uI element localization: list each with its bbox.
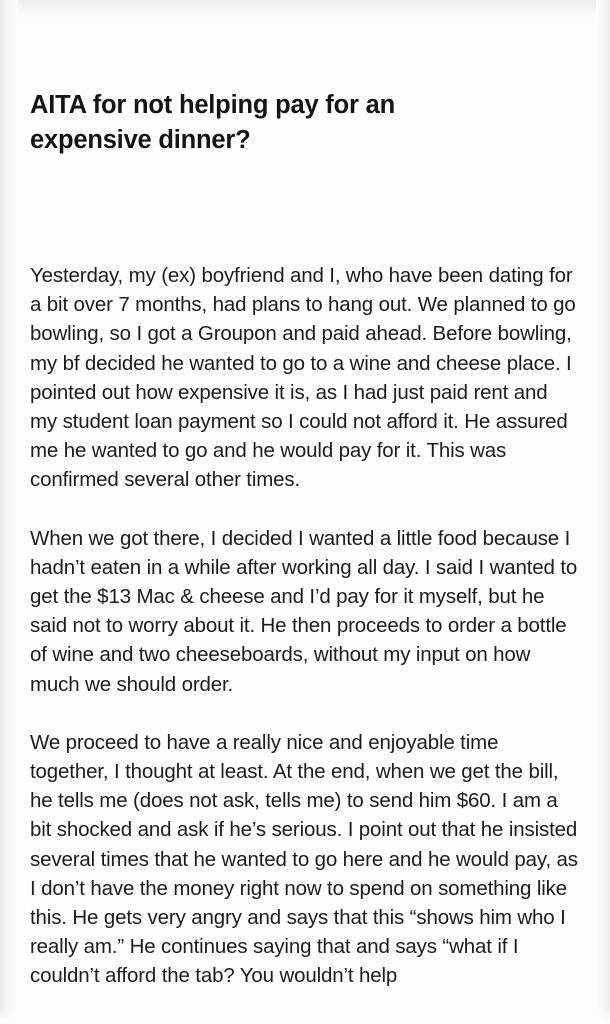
paragraph: When we got there, I decided I wanted a little food because I hadn’t eaten in a while after working all day. I said I wanted to get the $13 Mac & cheese and I’d pay for it myself, but he said not to worry about it. He then proceeds to order a bottle of wine and two cheeseboards, without my input on how much we should order. [30, 526, 578, 696]
document-body [30, 261, 580, 991]
page-title: AITA for not helping pay for an expensive dinner? [30, 91, 395, 154]
paragraph: We proceed to have a really nice and enjoyable time together, I thought at least. At the end, when we get the bill, he tells me (does not ask, tells me) to send him $60. I am a bit shocked and ask if he’s serious. I point out that he insisted several times that he wanted to go here and he would pay, as I don’t have the money right now to spend on something like this. He gets very angry and says that this “shows him who I really am.” He continues saying that and says “what if I couldn’t afford the tab? You wouldn’t help [30, 730, 578, 988]
paragraph: Yesterday, my (ex) boyfriend and I, who have been dating for a bit over 7 months, had plans to hang out. We planned to go bowling, so I got a Groupon and paid ahead. Before bowling, my bf decided he wanted to go to a wine and cheese place. I pointed out how expensive it is, as I had just paid rent and my student loan payment so I could not afford it. He assured me he wanted to go and he would pay for it. This was confirmed several other times. [30, 264, 576, 492]
bottom-clip-fade [0, 1008, 610, 1024]
